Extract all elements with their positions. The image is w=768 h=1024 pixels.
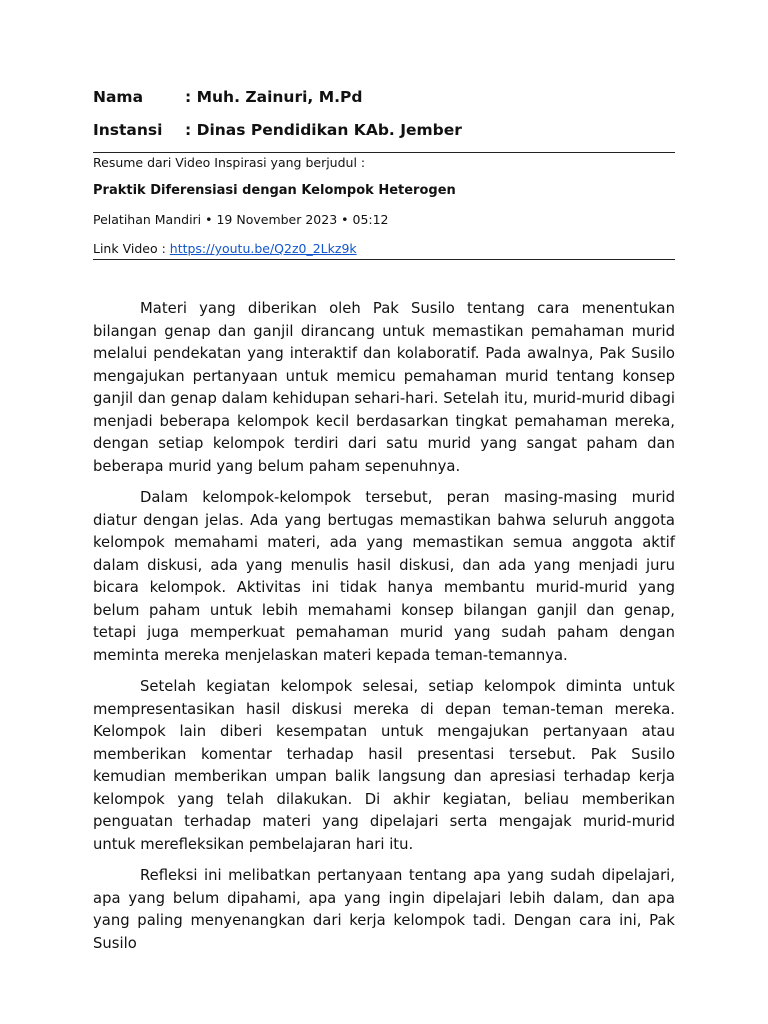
paragraph-1: Materi yang diberikan oleh Pak Susilo tentang cara menentukan bilangan genap dan ganjil dirancang untuk memastikan pemahaman murid melalui pendekatan yang interaktif dan kolaboratif. Pada awalnya, Pak Susilo mengajukan pertanyaan untuk memicu pemahaman murid tentang konsep ganjil dan genap dalam kehidupan sehari-hari. Setelah itu, murid-murid dibagi menjadi beberapa kelompok kecil berdasarkan tingkat pemahaman mereka, dengan setiap kelompok terdiri dari satu murid yang sangat paham dan beberapa murid yang belum paham sepenuhnya. [93, 300, 675, 475]
video-link-label: Link Video : [93, 241, 170, 256]
video-info: Pelatihan Mandiri • 19 November 2023 • 05:12 [93, 212, 389, 227]
nama-label: Nama [93, 88, 144, 106]
resume-intro: Resume dari Video Inspirasi yang berjudul : [93, 155, 366, 170]
bottom-divider [93, 259, 675, 260]
video-title: Praktik Diferensiasi dengan Kelompok Heterogen [93, 183, 456, 198]
instansi-value: : Dinas Pendidikan KAb. Jember [185, 121, 462, 139]
paragraph-4: Refleksi ini melibatkan pertanyaan tentang apa yang sudah dipelajari, apa yang belum dipahami, apa yang ingin dipelajari lebih dalam, dan apa yang paling menyenangkan dari kerja kelompok tadi. Dengan cara ini, Pak Susilo [93, 867, 675, 952]
paragraph-2: Dalam kelompok-kelompok tersebut, peran masing-masing murid diatur dengan jelas. Ada yang bertugas memastikan bahwa seluruh anggota kelompok memahami materi, ada yang memastikan semua anggota aktif dalam diskusi, ada yang menulis hasil diskusi, dan ada yang menjadi juru bicara kelompok. Aktivitas ini tidak hanya membantu murid-murid yang belum paham untuk lebih memahami konsep bilangan ganjil dan genap, tetapi juga memperkuat pemahaman murid yang sudah paham dengan meminta mereka menjelaskan materi kepada teman-temannya. [93, 489, 675, 664]
resume-body [93, 298, 675, 964]
nama-value: : Muh. Zainuri, M.Pd [185, 88, 363, 106]
instansi-label: Instansi [93, 121, 163, 139]
top-divider [93, 152, 675, 153]
paragraph-3: Setelah kegiatan kelompok selesai, setiap kelompok diminta untuk mempresentasikan hasil diskusi mereka di depan teman-teman mereka. Kelompok lain diberi kesempatan untuk mengajukan pertanyaan atau memberikan komentar terhadap hasil presentasi tersebut. Pak Susilo kemudian memberikan umpan balik langsung dan apresiasi terhadap kerja kelompok yang telah dilakukan. Di akhir kegiatan, beliau memberikan penguatan terhadap materi yang dipelajari serta mengajak murid-murid untuk merefleksikan pembelajaran hari itu. [93, 678, 675, 853]
instansi-row [93, 121, 462, 139]
video-link[interactable]: https://youtu.be/Q2z0_2Lkz9k [169, 241, 357, 256]
video-link-row [93, 241, 357, 256]
nama-row [93, 88, 362, 106]
document-page [93, 0, 675, 1024]
